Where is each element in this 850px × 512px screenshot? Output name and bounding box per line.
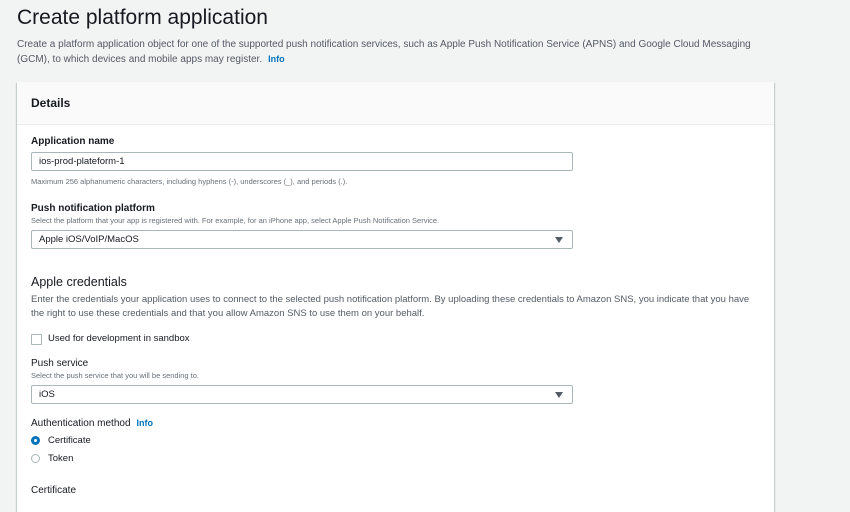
app-name-label: Application name [31, 136, 115, 147]
platform-label: Push notification platform [31, 203, 155, 214]
certificate-radio[interactable] [31, 436, 40, 445]
push-service-label: Push service [31, 358, 89, 369]
app-name-hint: Maximum 256 alphanumeric characters, including hyphens (-), underscores (_), and periods (.). [31, 177, 348, 186]
page-title: Create platform application [17, 6, 268, 29]
auth-method-label-text: Authentication method [31, 418, 131, 429]
app-name-input[interactable]: ios-prod-plateform-1 [31, 152, 573, 171]
details-panel-header [17, 82, 774, 125]
platform-select[interactable] [31, 230, 573, 249]
sandbox-label: Used for development in sandbox [48, 333, 190, 344]
certificate-label: Certificate [31, 485, 77, 496]
push-service-hint: Select the push service that you will be sending to. [31, 371, 200, 380]
caret-down-icon [555, 237, 563, 243]
platform-select-value: Apple iOS/VoIP/MacOS [39, 234, 139, 245]
info-link[interactable]: Info [268, 54, 285, 64]
certificate-option-label: Certificate [48, 435, 91, 446]
auth-method-label [31, 418, 153, 429]
token-option-label: Token [48, 453, 74, 464]
details-panel [17, 82, 774, 512]
platform-hint: Select the platform that your app is registered with. For example, for an iPhone app, select Apple Push Notification Service. [31, 216, 440, 225]
token-radio[interactable] [31, 454, 40, 463]
details-header: Details [31, 96, 71, 110]
credentials-description: Enter the credentials your application uses to connect to the selected push notification platform. By uploading these credentials to Amazon SNS, you indicate that you have the right to use these credentials and that you allow Amazon SNS to use them on your behalf. [31, 294, 750, 319]
credentials-title: Apple credentials [31, 275, 127, 289]
auth-info-link[interactable]: Info [136, 418, 154, 428]
caret-down-icon [555, 392, 563, 398]
page-description [17, 37, 777, 67]
push-service-select[interactable] [31, 385, 573, 404]
sandbox-checkbox[interactable] [31, 334, 42, 345]
push-service-select-value: iOS [39, 389, 55, 400]
page-description-text: Create a platform application object for one of the supported push notification services, such as Apple Push Notification Service (APNS) and Google Cloud Messaging (GCM), to which devices and mobile apps may register. [17, 39, 751, 65]
